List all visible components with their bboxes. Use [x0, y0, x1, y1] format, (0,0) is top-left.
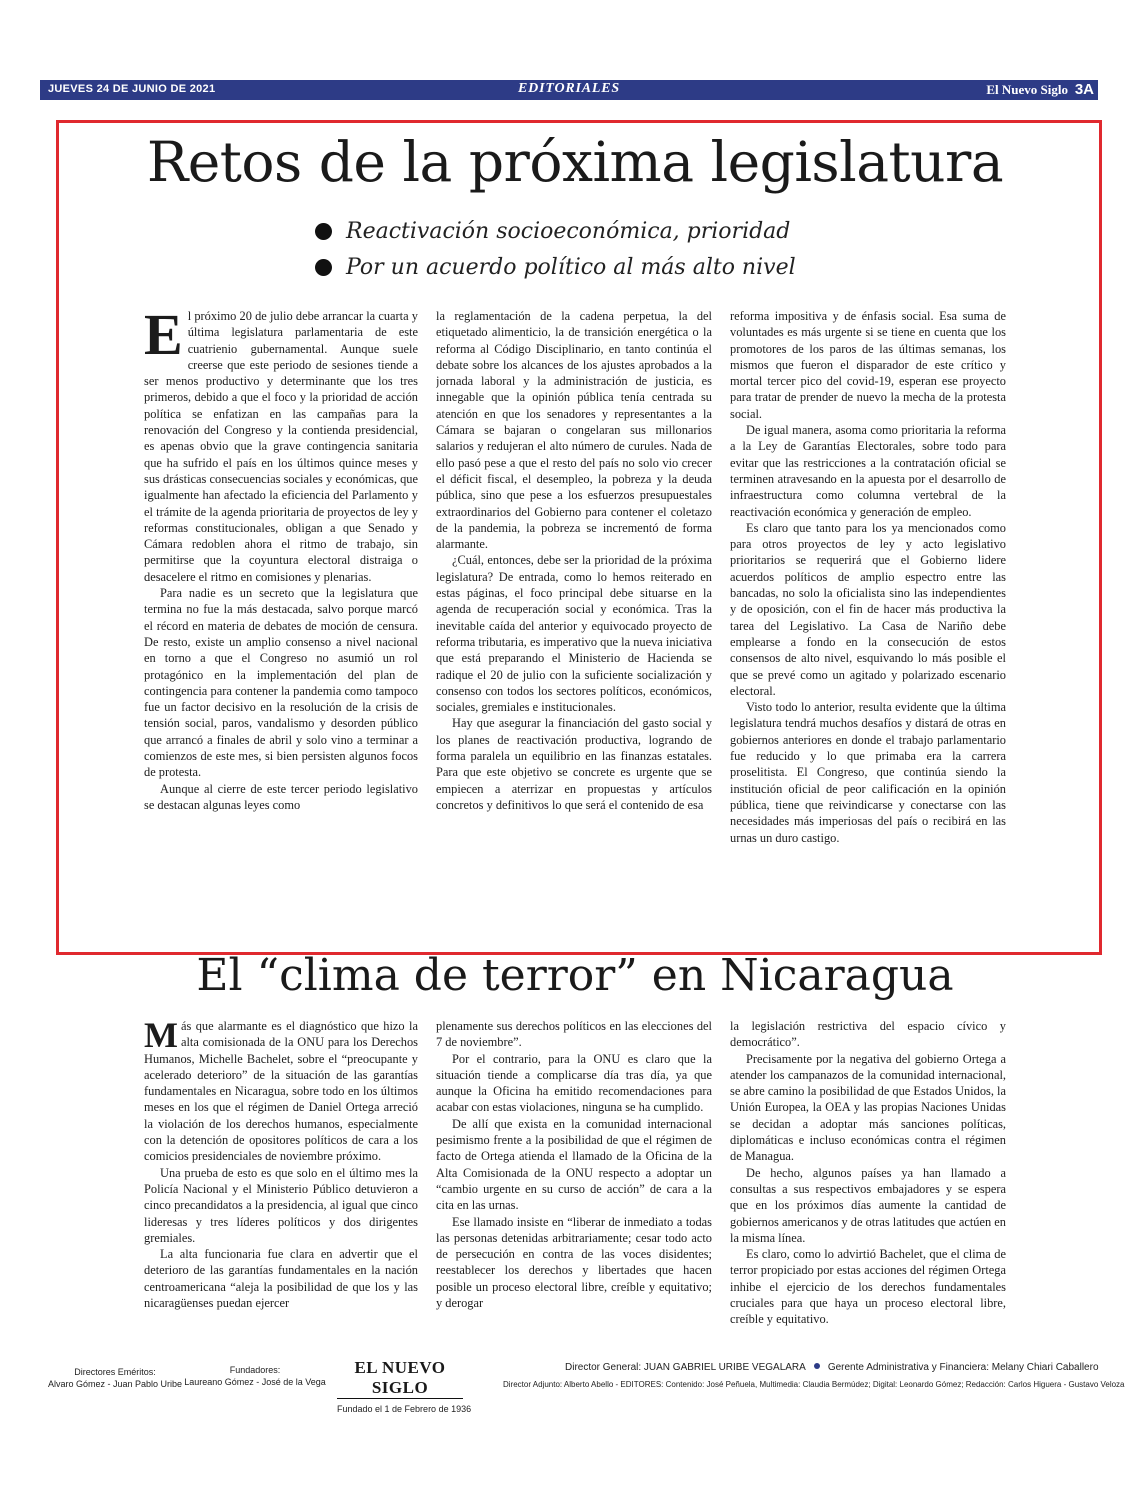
editorial-2-column-3	[730, 1018, 1006, 1343]
editorial-2-column-1	[144, 1018, 418, 1343]
founders-names: Laureano Gómez - José de la Vega	[184, 1377, 326, 1387]
staff-footer	[0, 1358, 1148, 1414]
subtitle-2-text: Por un acuerdo político al más alto nivel	[346, 255, 796, 280]
paragraph: Es claro, como lo advirtió Bachelet, que el clima de terror propiciado por estas acciones del régimen Ortega inhibe el ejercicio de los derechos fundamentales cruciales para que haya un proceso electoral libre, creíble y equitativo.	[730, 1247, 1006, 1327]
editors-line: Director Adjunto: Alberto Abello - EDITORES: Contenido: José Peñuela, Multimedia: Claudia Bermúdez; Digital: Leonardo Gómez; Redacción: Carlos Higuera - Gustavo Veloza	[503, 1380, 1125, 1389]
bullet-icon	[814, 1363, 820, 1369]
subtitle-1-text: Reactivación socioeconómica, prioridad	[346, 219, 791, 244]
emeritus-directors	[40, 1366, 190, 1390]
emeritus-names: Alvaro Gómez - Juan Pablo Uribe	[47, 1379, 183, 1389]
newspaper-brand: El Nuevo Siglo	[986, 82, 1068, 97]
editorial-1-title: Retos de la próxima legislatura	[146, 130, 1004, 194]
bullet-icon	[315, 259, 332, 276]
bullet-icon	[315, 223, 332, 240]
paragraph: Para nadie es un secreto que la legislatura que termina no fue la más destacada, salvo porque marcó el récord en materia de debates de moción de censura. De resto, existe un amplio consenso a nivel nacional en torno a que el Congreso no asumió un rol protagónico en la implementación del plan de contingencia para contener la pandemia como tampoco fue un factor decisivo en la resolución de la crisis de tensión social, paros, vandalismo y desorden público que arrancó a finales de abril y solo vino a terminar a comienzos de este mes, si bien persisten algunos focos de protesta.	[144, 586, 418, 780]
section-name: EDITORIALES	[518, 81, 620, 96]
paragraph-text: ás que alarmante es el diagnóstico que hizo la alta comisionada de la ONU para los Derechos Humanos, Michelle Bachelet, sobre el “preocupante y acelerado deterioro” de la situación de las garantías fundamentales en Nicaragua, sobre todo en los últimos meses en los que el régimen de Daniel Ortega arreció la violación de los derechos humanos, especialmente con la detención de opositores políticos de cara a los comicios presidenciales de noviembre próximo.	[144, 1019, 418, 1164]
paragraph: Es claro que tanto para los ya mencionados como para otros proyectos de ley y acto legislativo prioritarios se requerirá que el Gobierno lidere acuerdos políticos de amplio espectro entre las bancadas, no solo la oficialista sino las independientes y de oposición, con el fin de hacer más productiva la tarea del Legislativo. La Casa de Nariño debe emplearse a fondo en la consecución de estos consensos de alto nivel, esquivando lo más posible el que se prevé como un agitado y polarizado escenario electoral.	[730, 520, 1006, 698]
emeritus-label: Directores Eméritos:	[74, 1367, 156, 1377]
page-number: 3A	[1074, 81, 1094, 98]
paragraph: De allí que exista en la comunidad internacional pesimismo frente a la posibilidad de que el régimen de facto de Ortega atienda el llamado de la Oficina de la Alta Comisionada de la ONU respecto a adoptar un “cambio urgente en su curso de acción” de cara a la cita en las urnas.	[436, 1116, 712, 1213]
paragraph: De igual manera, asoma como prioritaria la reforma a la Ley de Garantías Electorales, sobre todo para evitar que las restricciones a la contratación oficial se terminen atravesando en la apuesta por el desarrollo de infraestructura como columna vertebral de la reactivación económica y generación de empleo.	[730, 423, 1006, 519]
editorial-1-subtitles	[315, 214, 915, 286]
paragraph	[144, 308, 418, 585]
logo-text: EL NUEVO SIGLO	[337, 1358, 463, 1399]
paragraph: Hay que asegurar la financiación del gasto social y los planes de reactivación productiva, logrando de forma paralela un equilibrio en las finanzas estatales. Para que este objetivo se concrete es urgente que se empiecen a aterrizar en propuestas y artículos concretos y definitivos lo que será el contenido de esa	[436, 716, 712, 812]
paragraph: Una prueba de esto es que solo en el último mes la Policía Nacional y el Ministerio Público detuvieron a cinco precandidatos a la presidencia, al igual que cinco lideresas y tres líderes políticos y dos dirigentes gremiales.	[144, 1165, 418, 1245]
paragraph: plenamente sus derechos políticos en las elecciones del 7 de noviembre”.	[436, 1019, 712, 1050]
founders	[180, 1364, 330, 1388]
footer-logo	[337, 1358, 472, 1417]
paragraph: Visto todo lo anterior, resulta evidente que la última legislatura tendrá muchos desafíos y distará de otras en gobiernos anteriores en donde el trabajo parlamentario fue reducido y lo que primaba era la carrera proselitista. El Congreso, que continúa siendo la institución oficial de peor calificación en la opinión pública, tiene que reivindicarse y conectarse con las necesidades más imperiosas del país o recibirá en las urnas un duro castigo.	[730, 700, 1006, 845]
paragraph: La alta funcionaria fue clara en advertir que el deterioro de las garantías fundamentales en la nación centroamericana “aleja la posibilidad de que los y las nicaragüenses puedan ejercer	[144, 1247, 418, 1311]
management-line	[565, 1362, 1099, 1373]
paragraph: De hecho, algunos países ya han llamado a consultas a sus respectivos embajadores y se espera que en los próximos días aumente la cantidad de gobiernos americanos y de otras latitudes que actúen en la misma línea.	[730, 1165, 1006, 1245]
paragraph: Ese llamado insiste en “liberar de inmediato a todas las personas detenidas arbitrariamente; cesar todo acto de persecución en contra de las voces disidentes; reestablecer los derechos y libertades que hacen posible un proceso electoral libre, creíble y equitativo; y derogar	[436, 1214, 712, 1311]
subtitle-1	[315, 214, 915, 250]
paragraph: Aunque al cierre de este tercer periodo legislativo se destacan algunas leyes como	[144, 781, 418, 812]
founded-date: Fundado el 1 de Febrero de 1936	[337, 1404, 472, 1414]
masthead-bar	[40, 80, 1098, 100]
editorial-2-column-2	[436, 1018, 712, 1343]
founders-label: Fundadores:	[229, 1365, 281, 1375]
administrative-manager: Gerente Administrativa y Financiera: Melany Chiari Caballero	[827, 1362, 1099, 1373]
issue-date: JUEVES 24 DE JUNIO DE 2021	[48, 83, 216, 95]
editorial-1-column-1	[144, 308, 418, 928]
editorial-2-title: El “clima de terror” en Nicaragua	[196, 950, 954, 1001]
editorial-1-column-2	[436, 308, 712, 928]
paragraph-text: l próximo 20 de julio debe arrancar la cuarta y última legislatura parlamentaria de este cuatrienio gubernamental. Aunque suele creerse que este periodo de sesiones tiende a ser menos productivo y determinante que los tres primeros, debido a que el foco y la prioridad de acción política se enfatizan en las campañas para la renovación del Congreso y la contienda presidencial, es apenas obvio que la grave contingencia sanitaria que ha sufrido el país en los últimos quince meses y sus drásticas consecuencias sociales y económicas, que igualmente han afectado la eficiencia del Parlamento y el trámite de la agenda prioritaria de proyectos de ley y reformas constitucionales, obligan a que Senado y Cámara redoblen ahora el ritmo de trabajo, sin permitirse que la coyuntura electoral distraiga o desacelere el ritmo en comisiones y plenarias.	[144, 309, 418, 584]
paragraph	[144, 1018, 418, 1165]
paragraph: Precisamente por la negativa del gobierno Ortega a atender los campanazos de la comunidad internacional, se abre camino la posibilidad de que Estados Unidos, la Unión Europea, la OEA y las propias Naciones Unidas se decidan a adoptar más sanciones políticas, diplomáticas e incluso económicas contra el régimen de Managua.	[730, 1051, 1006, 1164]
director-general: Director General: JUAN GABRIEL URIBE VEGALARA	[565, 1362, 806, 1373]
paragraph: reforma impositiva y de énfasis social. Esa suma de voluntades es más urgente si se tiene en cuenta que los promotores de los paros de las últimas semanas, los mismos que fueron el disparador de este crítico y mortal tercer pico del covid-19, esperan ese proyecto para tratar de prender de nuevo la mecha de la protesta social.	[730, 309, 1006, 421]
subtitle-2	[315, 250, 915, 286]
drop-cap: M	[144, 1018, 178, 1055]
paragraph: ¿Cuál, entonces, debe ser la prioridad de la próxima legislatura? De entrada, como lo hemos reiterado en estas páginas, el foco principal debe situarse en la agenda de recuperación social y económica. Tras la inevitable caída del anterior y equivocado proyecto de reforma tributaria, es imperativo que la nueva iniciativa que está preparando el Ministerio de Hacienda se radique el 20 de julio con la suficiente socialización y consenso con todos los sectores políticos, económicos, sociales, gremiales e institucionales.	[436, 553, 712, 715]
paragraph: la reglamentación de la cadena perpetua, la del etiquetado alimenticio, la de transición energética o la reforma al Código Disciplinario, en tanto continúa el debate sobre los alcances de los ajustes aprobados a la jornada laboral y la administración de justicia, es innegable que la opinión pública tenía centrada su atención en que los senadores y representantes a la Cámara se bajaran o congelaran sus millonarios salarios y redujeran el alto número de curules. Nada de ello pasó pese a que el resto del país no solo vio crecer el déficit fiscal, el desempleo, la pobreza y la deuda pública, sino que pese a los esfuerzos presupuestales extraordinarios del Gobierno para contener el coletazo de la pandemia, la pobreza se incrementó de forma alarmante.	[436, 309, 712, 552]
drop-cap: E	[144, 308, 183, 367]
paragraph: la legislación restrictiva del espacio cívico y democrático”.	[730, 1019, 1006, 1050]
paragraph: Por el contrario, para la ONU es claro que la situación tiende a complicarse día tras día, ya que aunque la Oficina ha emitido recomendaciones para acabar con estas violaciones, ninguna se ha cumplido.	[436, 1051, 712, 1115]
editorial-1-column-3	[730, 308, 1006, 928]
